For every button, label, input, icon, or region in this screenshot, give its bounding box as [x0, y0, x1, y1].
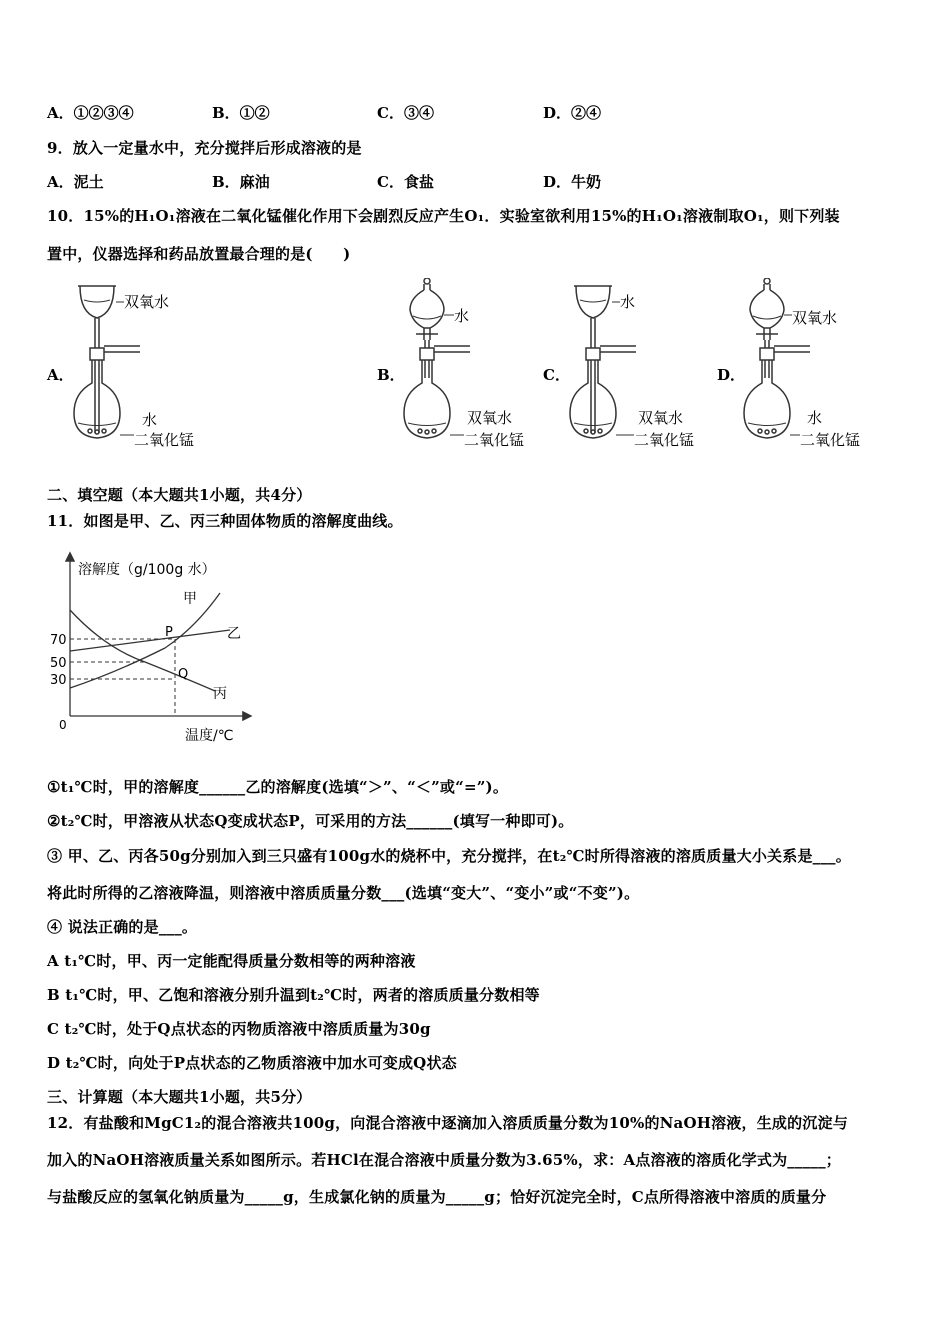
- q10-label-a: A．: [47, 366, 74, 384]
- apparatus-a-bottom-label: 二氧化锰: [134, 431, 195, 449]
- ytick-70: 70: [50, 633, 67, 648]
- q9-option-a: A．泥土: [47, 173, 104, 191]
- q11-sub4: ④ 说法正确的是___。: [47, 918, 198, 936]
- apparatus-a-diagram: [72, 278, 272, 458]
- apparatus-d-top-label: 双氧水: [792, 309, 838, 327]
- apparatus-c-mid-label: 双氧水: [638, 409, 684, 427]
- q12-line1: 12．有盐酸和MgC1₂的混合溶液共100g，向混合溶液中逐滴加入溶质质量分数为10%的NaOH溶液，生成的沉淀与: [47, 1114, 848, 1132]
- label-yi: 乙: [227, 626, 241, 642]
- graph-xlabel: 温度/℃: [185, 728, 234, 744]
- q11-choice-b: B t₁℃时，甲、乙饱和溶液分别升温到t₂℃时，两者的溶质质量分数相等: [47, 986, 540, 1004]
- q11-choice-a: A t₁℃时，甲、丙一定能配得质量分数相等的两种溶液: [47, 952, 416, 970]
- q11-choice-c: C t₂℃时，处于Q点状态的丙物质溶液中溶质质量为30g: [47, 1020, 431, 1038]
- q11-stem: 11．如图是甲、乙、丙三种固体物质的溶解度曲线。: [47, 512, 403, 530]
- q8-option-b: B．①②: [212, 104, 270, 122]
- apparatus-c: [568, 278, 768, 458]
- apparatus-a: [72, 278, 272, 458]
- solubility-graph-svg: [45, 548, 265, 748]
- q10-stem-line2: 置中，仪器选择和药品放置最合理的是( ): [47, 245, 351, 263]
- label-jia: 甲: [183, 591, 197, 607]
- q11-sub2: ②t₂℃时，甲溶液从状态Q变成状态P，可采用的方法______(填写一种即可)。: [47, 812, 574, 830]
- apparatus-c-top-label: 水: [620, 293, 636, 311]
- apparatus-d-bottom-label: 二氧化锰: [800, 431, 861, 449]
- q8-option-a: A．①②③④: [47, 104, 134, 122]
- apparatus-c-diagram: [568, 278, 768, 458]
- q9-option-b: B．麻油: [212, 173, 270, 191]
- ytick-50: 50: [50, 656, 67, 671]
- graph-ylabel: 溶解度（g/100g 水）: [78, 562, 216, 578]
- apparatus-d: [742, 278, 942, 458]
- q12-line2: 加入的NaOH溶液质量关系如图所示。若HCl在混合溶液中质量分数为3.65%，求：A点溶液的溶质化学式为_____；: [47, 1151, 842, 1169]
- q11-sub1: ①t₁℃时，甲的溶解度______乙的溶解度(选填“＞”、“＜”或“=”)。: [47, 778, 509, 796]
- q10-stem-line1: 10．15%的H₁O₁溶液在二氧化锰催化作用下会剧烈反应产生O₁．实验室欲利用15%的H₁O₁溶液制取O₁，则下列装: [47, 207, 840, 225]
- apparatus-a-top-label: 双氧水: [124, 293, 170, 311]
- apparatus-d-mid-label: 水: [807, 409, 823, 427]
- section-3-heading: 三、计算题（本大题共1小题，共5分）: [47, 1088, 312, 1106]
- point-q: Q: [178, 667, 189, 682]
- ytick-30: 30: [50, 673, 67, 688]
- apparatus-b-mid-label: 双氧水: [467, 409, 513, 427]
- q10-label-c: C．: [543, 366, 570, 384]
- q9-option-d: D．牛奶: [543, 173, 602, 191]
- q11-choice-d: D t₂℃时，向处于P点状态的乙物质溶液中加水可变成Q状态: [47, 1054, 457, 1072]
- apparatus-d-diagram: [742, 278, 942, 458]
- apparatus-c-bottom-label: 二氧化锰: [634, 431, 695, 449]
- solubility-graph: [45, 548, 265, 748]
- q11-sub3-line2: 将此时所得的乙溶液降温，则溶液中溶质质量分数___(选填“变大”、“变小”或“不变”)。: [47, 884, 640, 902]
- label-bing: 丙: [213, 686, 227, 702]
- apparatus-b-top-label: 水: [454, 307, 470, 325]
- graph-origin: 0: [59, 718, 67, 732]
- q10-label-d: D．: [717, 366, 746, 384]
- q9-option-c: C．食盐: [377, 173, 434, 191]
- q10-label-b: B．: [377, 366, 405, 384]
- q12-line3: 与盐酸反应的氢氧化钠质量为_____g，生成氯化钠的质量为_____g；恰好沉淀完全时，C点所得溶液中溶质的质量分: [47, 1188, 827, 1206]
- curve-jia: [70, 593, 220, 688]
- point-p: P: [165, 625, 173, 640]
- section-2-heading: 二、填空题（本大题共1小题，共4分）: [47, 486, 312, 504]
- apparatus-b-bottom-label: 二氧化锰: [464, 431, 525, 449]
- q8-option-d: D．②④: [543, 104, 602, 122]
- q8-option-c: C．③④: [377, 104, 434, 122]
- q9-stem: 9．放入一定量水中，充分搅拌后形成溶液的是: [47, 139, 362, 157]
- q11-sub3-line1: ③ 甲、乙、丙各50g分别加入到三只盛有100g水的烧杯中，充分搅拌，在t₂℃时所得溶液的溶质质量大小关系是___。: [47, 847, 851, 865]
- apparatus-a-mid-label: 水: [142, 411, 158, 429]
